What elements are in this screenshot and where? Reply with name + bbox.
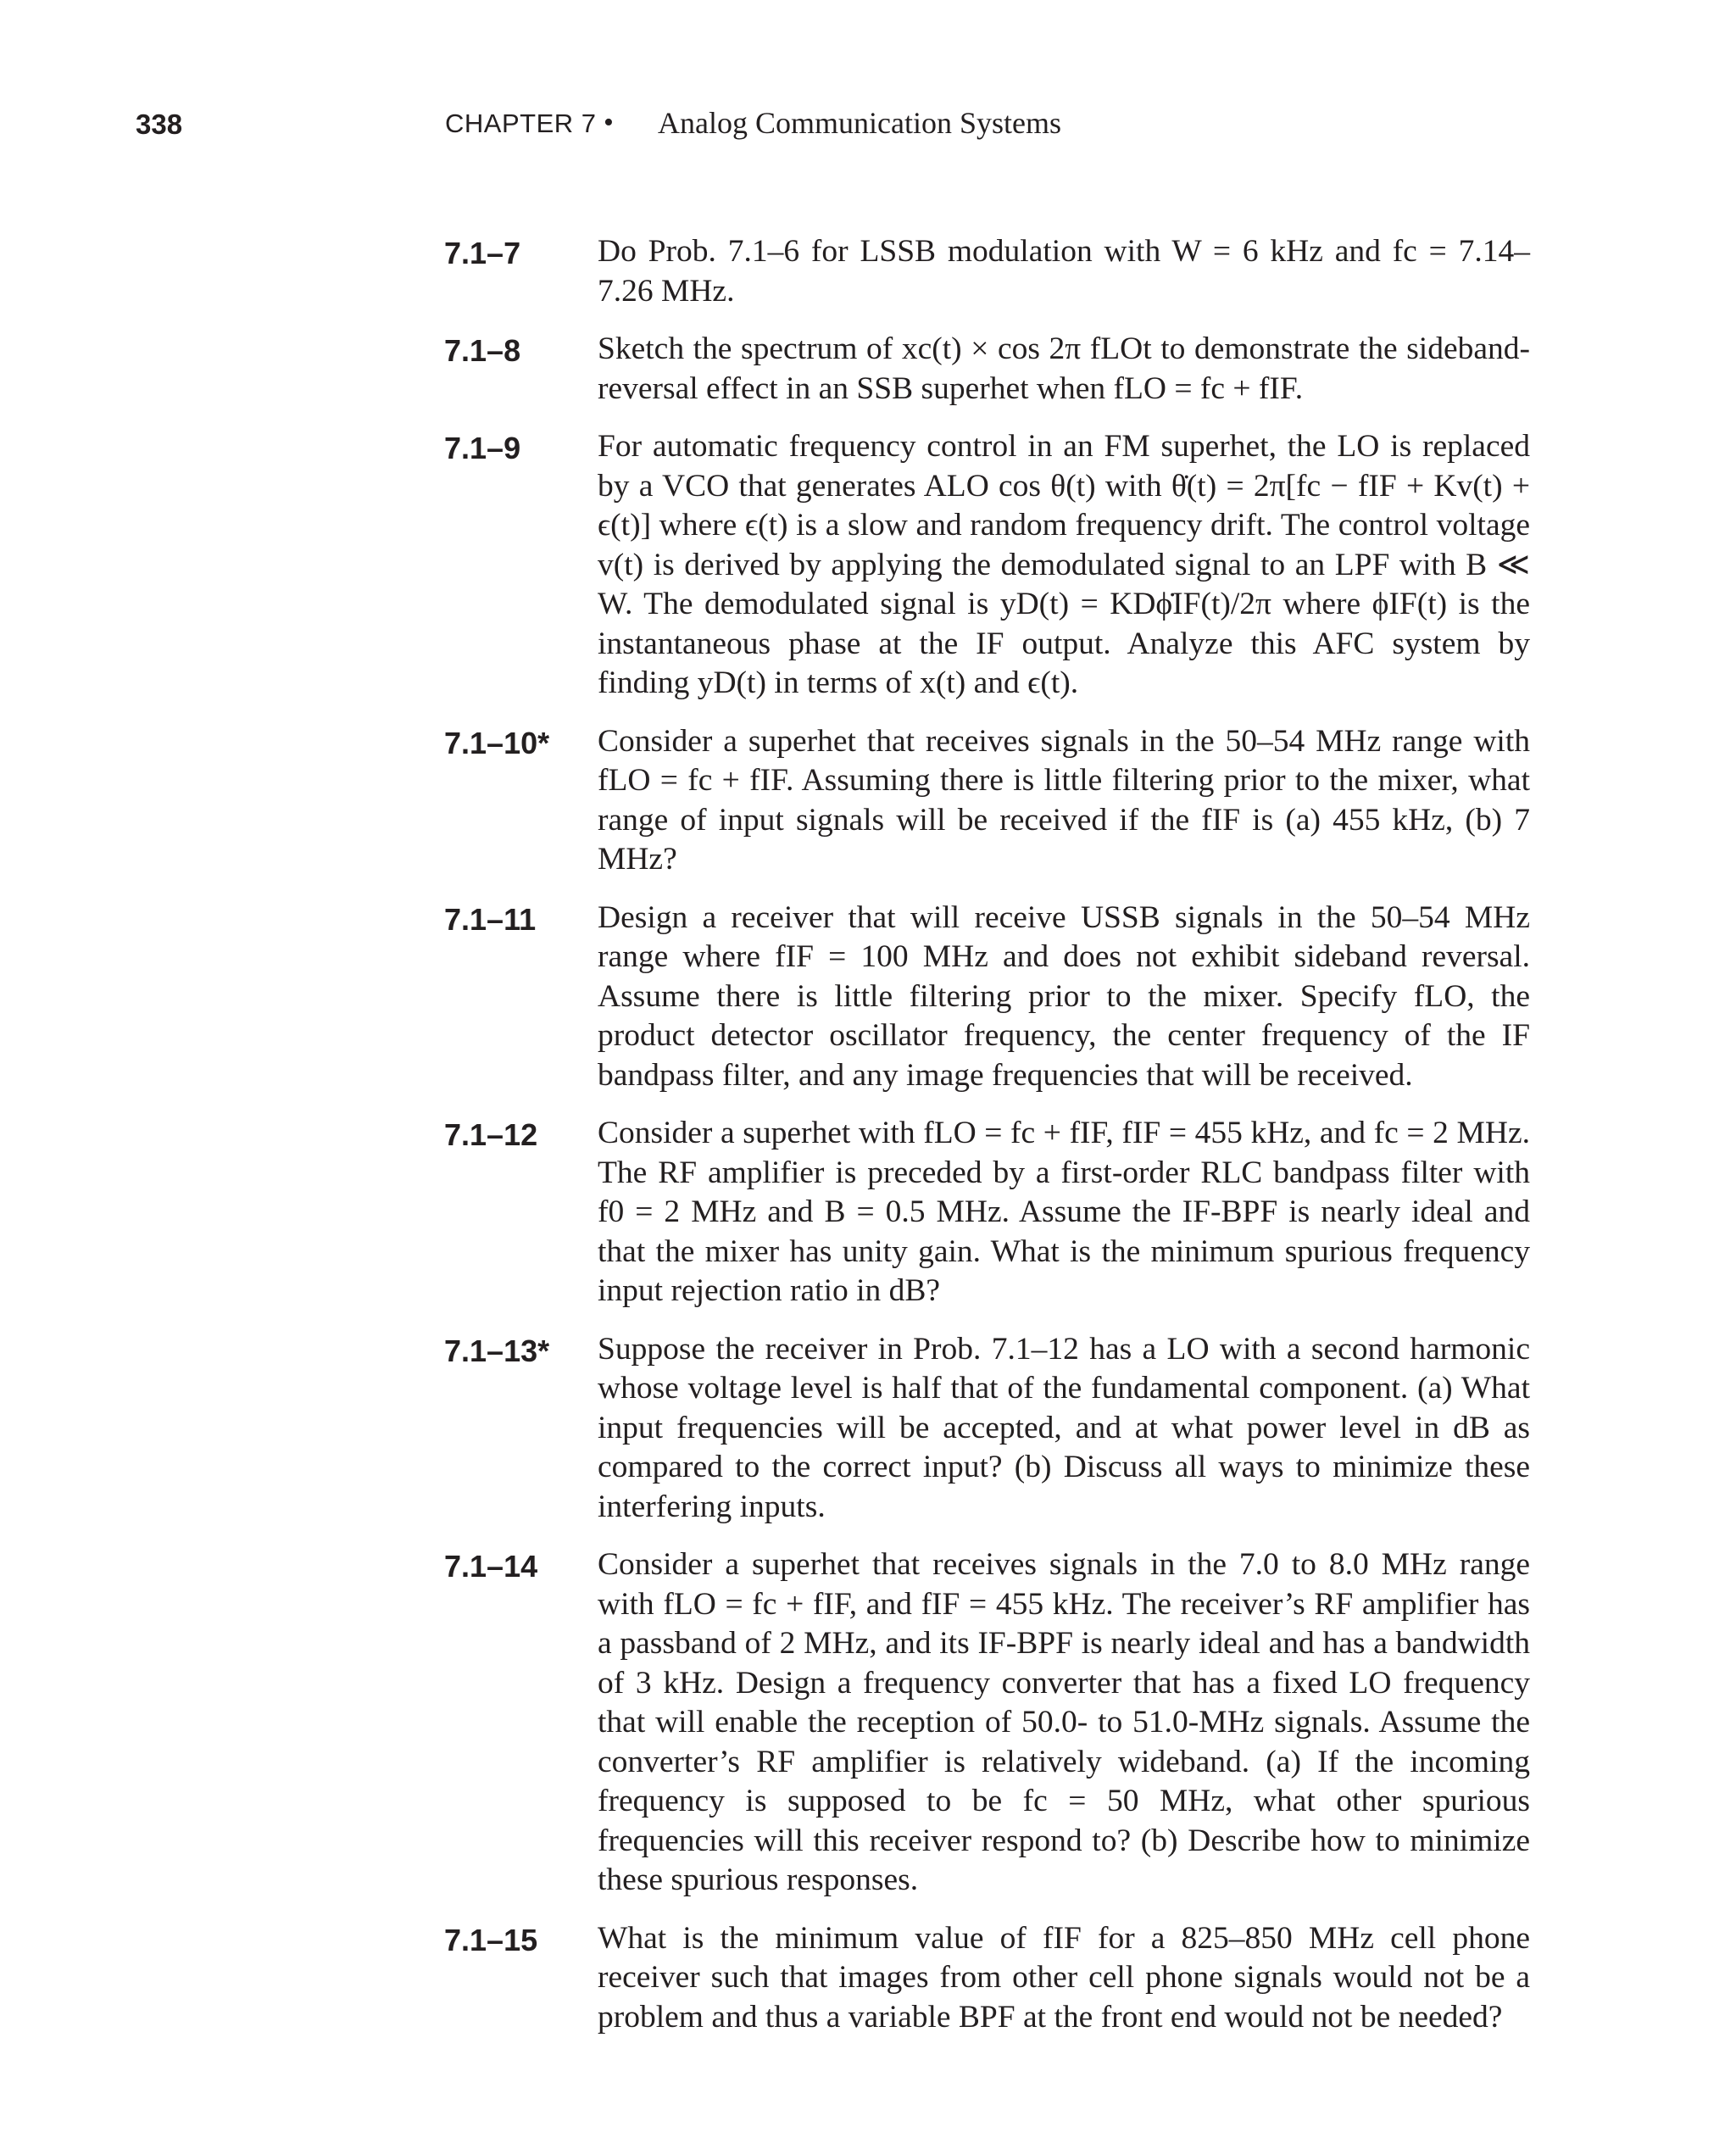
problem-number: 7.1–11 [444,901,537,937]
problem-7-1-11 [0,899,1736,1096]
problem-list [0,232,1736,2056]
problem-text: Do Prob. 7.1–6 for LSSB modulation with W = 6 kHz and fc = 7.14–7.26 MHz. [598,234,1530,309]
problem-number: 7.1–15 [444,1922,538,1957]
problem-number: 7.1–7 [444,236,521,270]
problem-7-1-7 [0,232,1736,311]
header-separator: • [604,107,614,138]
problem-text: Consider a superhet that receives signals in the 7.0 to 8.0 MHz range with fLO = fc + fIF, and fIF = 455 kHz. The receiver’s RF amplifier has a passband of 2 MHz, and its IF-BPF is nearly ideal and has a bandwidth of 3 kHz. Design a frequency converter that has a fixed LO frequency that will enable the reception of 50.0- to 51.0-MHz signals. Assume the converter’s RF amplifier is relatively wideband. (a) If the incoming frequency is supposed to be fc = 50 MHz, what other spurious frequencies will this receiver respond to? (b) Describe how to minimize these spurious responses. [598,1547,1530,1897]
problem-text: Suppose the receiver in Prob. 7.1–12 has a LO with a second harmonic whose voltage level is half that of the fundamental component. (a) What input frequencies will be accepted, and at what power level in dB as compared to the correct input? (b) Discuss all ways to minimize these interfering inputs. [598,1331,1530,1524]
problem-number: 7.1–9 [444,431,521,465]
problem-7-1-10 [0,722,1736,880]
problem-7-1-12 [0,1114,1736,1311]
problem-7-1-8 [0,330,1736,409]
problem-7-1-9 [0,427,1736,704]
problem-7-1-15 [0,1919,1736,2038]
problem-number: 7.1–12 [444,1117,538,1152]
problem-7-1-14 [0,1545,1736,1901]
problem-number: 7.1–14 [444,1549,538,1584]
problem-text: Design a receiver that will receive USSB signals in the 50–54 MHz range where fIF = 100 MHz and does not exhibit sideband reversal. Assume there is little filtering prior to the mixer. Specify fLO, the product detector oscillator frequency, the center frequency of the IF bandpass filter, and any image frequencies that will be received. [598,899,1530,1093]
problem-7-1-13 [0,1330,1736,1528]
problem-text: For automatic frequency control in an FM superhet, the LO is replaced by a VCO that generates ALO cos θ(t) with θ̇(t) = 2π[fc − fIF + Kv(t) + ϵ(t)] where ϵ(t) is a slow and random frequency drift. The control voltage v(t) is derived by applying the demodulated signal to an LPF with B ≪ W. The demodulated signal is yD(t) = KDϕ̇IF(t)/2π where ϕIF(t) is the instantaneous phase at the IF output. Analyze this AFC system by finding yD(t) in terms of x(t) and ϵ(t). [598,429,1530,700]
page-number: 338 [136,109,183,140]
chapter-label: CHAPTER 7 [445,109,597,138]
problem-text: Sketch the spectrum of xc(t) × cos 2π fLOt to demonstrate the sideband-reversal effect in an SSB superhet when fLO = fc + fIF. [598,331,1530,406]
problem-number: 7.1–8 [444,333,521,368]
problem-text: Consider a superhet with fLO = fc + fIF, fIF = 455 kHz, and fc = 2 MHz. The RF amplifier is preceded by a first-order RLC bandpass filter with f0 = 2 MHz and B = 0.5 MHz. Assume the IF-BPF is nearly ideal and that the mixer has unity gain. What is the minimum spurious frequency input rejection ratio in dB? [598,1116,1530,1308]
chapter-title: Analog Communication Systems [658,106,1061,140]
problem-text: What is the minimum value of fIF for a 825–850 MHz cell phone receiver such that images from other cell phone signals would not be a problem and thus a variable BPF at the front end would not be needed? [598,1920,1530,2035]
problem-text: Consider a superhet that receives signals in the 50–54 MHz range with fLO = fc + fIF. Assuming there is little filtering prior to the mixer, what range of input signals will be received if the fIF is (a) 455 kHz, (b) 7 MHz? [598,723,1530,877]
problem-number: 7.1–13* [444,1333,550,1368]
page-header [0,106,1736,151]
problem-number: 7.1–10* [444,725,550,760]
